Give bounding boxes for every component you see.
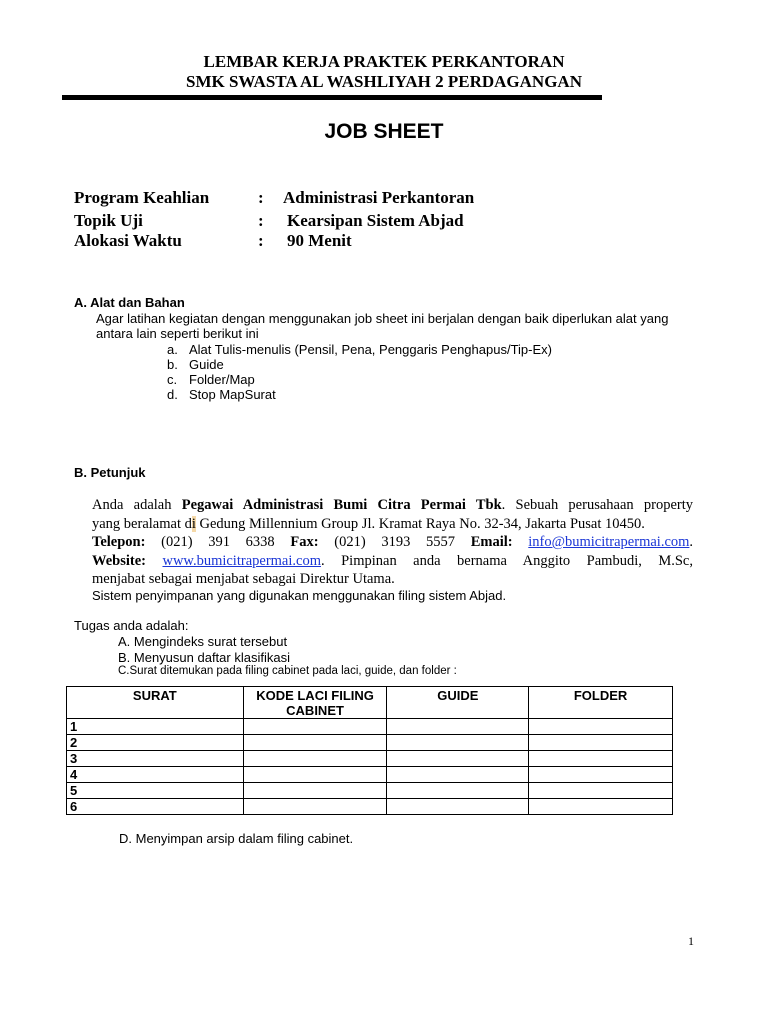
instruction-line-5: menjabat sebagai menjabat sebagai Direktur Utama. xyxy=(92,571,395,587)
table-row xyxy=(67,751,673,767)
info-value: Administrasi Perkantoran xyxy=(283,188,475,207)
table-cell[interactable] xyxy=(387,719,529,735)
header-divider xyxy=(62,95,602,100)
column-header-surat: SURAT xyxy=(67,687,244,719)
table-cell[interactable] xyxy=(529,799,673,815)
row-number: 6 xyxy=(67,799,244,815)
info-label: Alokasi Waktu xyxy=(74,231,182,250)
column-header-folder: FOLDER xyxy=(529,687,673,719)
info-colon: : xyxy=(258,211,264,230)
text-run: yang beralamat d xyxy=(92,515,192,532)
row-number: 4 xyxy=(67,767,244,783)
column-header-guide: GUIDE xyxy=(387,687,529,719)
list-text: Alat Tulis-menulis (Pensil, Pena, Penggaris Penghapus/Tip-Ex) xyxy=(189,342,552,357)
instruction-paragraph xyxy=(92,496,693,589)
list-text: Guide xyxy=(189,357,224,372)
list-marker: c. xyxy=(167,372,178,387)
info-label: Topik Uji xyxy=(74,211,143,230)
telepon-value: (021) 391 6338 xyxy=(161,534,275,550)
table-row xyxy=(67,783,673,799)
telepon-label: Telepon: xyxy=(92,534,146,550)
table-cell[interactable] xyxy=(387,799,529,815)
table-row xyxy=(67,799,673,815)
page-number: 1 xyxy=(688,934,694,948)
info-colon: : xyxy=(258,231,264,250)
instruction-line-2 xyxy=(92,515,693,534)
email-link[interactable]: info@bumicitrapermai.com xyxy=(528,534,690,550)
page-title: JOB SHEET xyxy=(324,120,444,143)
section-a-intro: Agar latihan kegiatan dengan menggunakan job sheet ini berjalan dengan baik diperlukan alat yang antara lain seperti berikut ini xyxy=(96,311,669,341)
text-run: . Pimpinan anda bernama Anggito Pambudi, M.Sc, xyxy=(320,552,693,569)
instruction-line-4 xyxy=(92,552,693,571)
table-cell[interactable] xyxy=(529,735,673,751)
list-text: Folder/Map xyxy=(189,372,255,387)
list-marker: a. xyxy=(167,342,178,357)
info-value: 90 Menit xyxy=(287,231,352,250)
table-cell[interactable] xyxy=(387,735,529,751)
info-value: Kearsipan Sistem Abjad xyxy=(287,211,464,230)
list-marker: d. xyxy=(167,387,178,402)
table-row xyxy=(67,735,673,751)
info-label: Program Keahlian xyxy=(74,188,210,207)
table-cell[interactable] xyxy=(387,767,529,783)
table-cell[interactable] xyxy=(529,783,673,799)
instruction-line-3: Telepon: (021) 391 6338 Fax: (021) 3193 5557 Email: info@bumicitrapermai.com. xyxy=(92,534,694,550)
table-cell[interactable] xyxy=(243,767,387,783)
row-number: 5 xyxy=(67,783,244,799)
table-cell[interactable] xyxy=(243,783,387,799)
email-label: Email: xyxy=(470,534,513,550)
table-cell[interactable] xyxy=(529,751,673,767)
row-number: 2 xyxy=(67,735,244,751)
tasks-intro: Tugas anda adalah: xyxy=(74,618,189,633)
header-school-line2: SMK SWASTA AL WASHLIYAH 2 PERDAGANGAN xyxy=(186,72,582,91)
filing-table xyxy=(66,686,673,815)
website-label: Website: xyxy=(92,552,146,569)
table-row xyxy=(67,719,673,735)
text-run: . Sebuah perusahaan property xyxy=(501,497,693,513)
table-cell[interactable] xyxy=(529,719,673,735)
table-cell[interactable] xyxy=(243,719,387,735)
table-cell[interactable] xyxy=(243,735,387,751)
highlighted-char: i xyxy=(191,515,196,532)
table-cell[interactable] xyxy=(243,751,387,767)
task-item-b: B. Menyusun daftar klasifikasi xyxy=(118,650,290,665)
text-run: Anda adalah xyxy=(92,497,172,513)
filing-system-note: Sistem penyimpanan yang digunakan menggunakan filing sistem Abjad. xyxy=(92,588,507,603)
instruction-line-1 xyxy=(92,496,693,515)
fax-label: Fax: xyxy=(290,534,319,550)
column-header-kode-laci: KODE LACI FILING CABINET xyxy=(243,687,387,719)
table-header-row xyxy=(67,687,673,719)
website-link[interactable]: www.bumicitrapermai.com xyxy=(162,552,321,569)
table-cell[interactable] xyxy=(529,767,673,783)
list-marker: b. xyxy=(167,357,178,372)
table-cell[interactable] xyxy=(387,751,529,767)
table-cell[interactable] xyxy=(387,783,529,799)
fax-value: (021) 3193 5557 xyxy=(334,534,456,550)
info-colon: : xyxy=(258,188,264,207)
section-a-heading: A. Alat dan Bahan xyxy=(74,295,185,310)
row-number: 3 xyxy=(67,751,244,767)
text-run: Gedung Millennium Group Jl. Kramat Raya No. 32-34, Jakarta Pusat 10450. xyxy=(195,515,645,532)
task-item-d: D. Menyimpan arsip dalam filing cabinet. xyxy=(119,831,354,846)
row-number: 1 xyxy=(67,719,244,735)
section-b-heading: B. Petunjuk xyxy=(74,465,146,480)
header-school-line1: LEMBAR KERJA PRAKTEK PERKANTORAN xyxy=(203,52,565,71)
company-name: Pegawai Administrasi Bumi Citra Permai Tbk xyxy=(181,497,502,513)
task-item-c: C.Surat ditemukan pada filing cabinet pada laci, guide, dan folder : xyxy=(118,665,457,677)
table-cell[interactable] xyxy=(243,799,387,815)
table-row xyxy=(67,767,673,783)
list-text: Stop MapSurat xyxy=(189,387,276,402)
task-item-a: A. Mengindeks surat tersebut xyxy=(118,634,288,649)
